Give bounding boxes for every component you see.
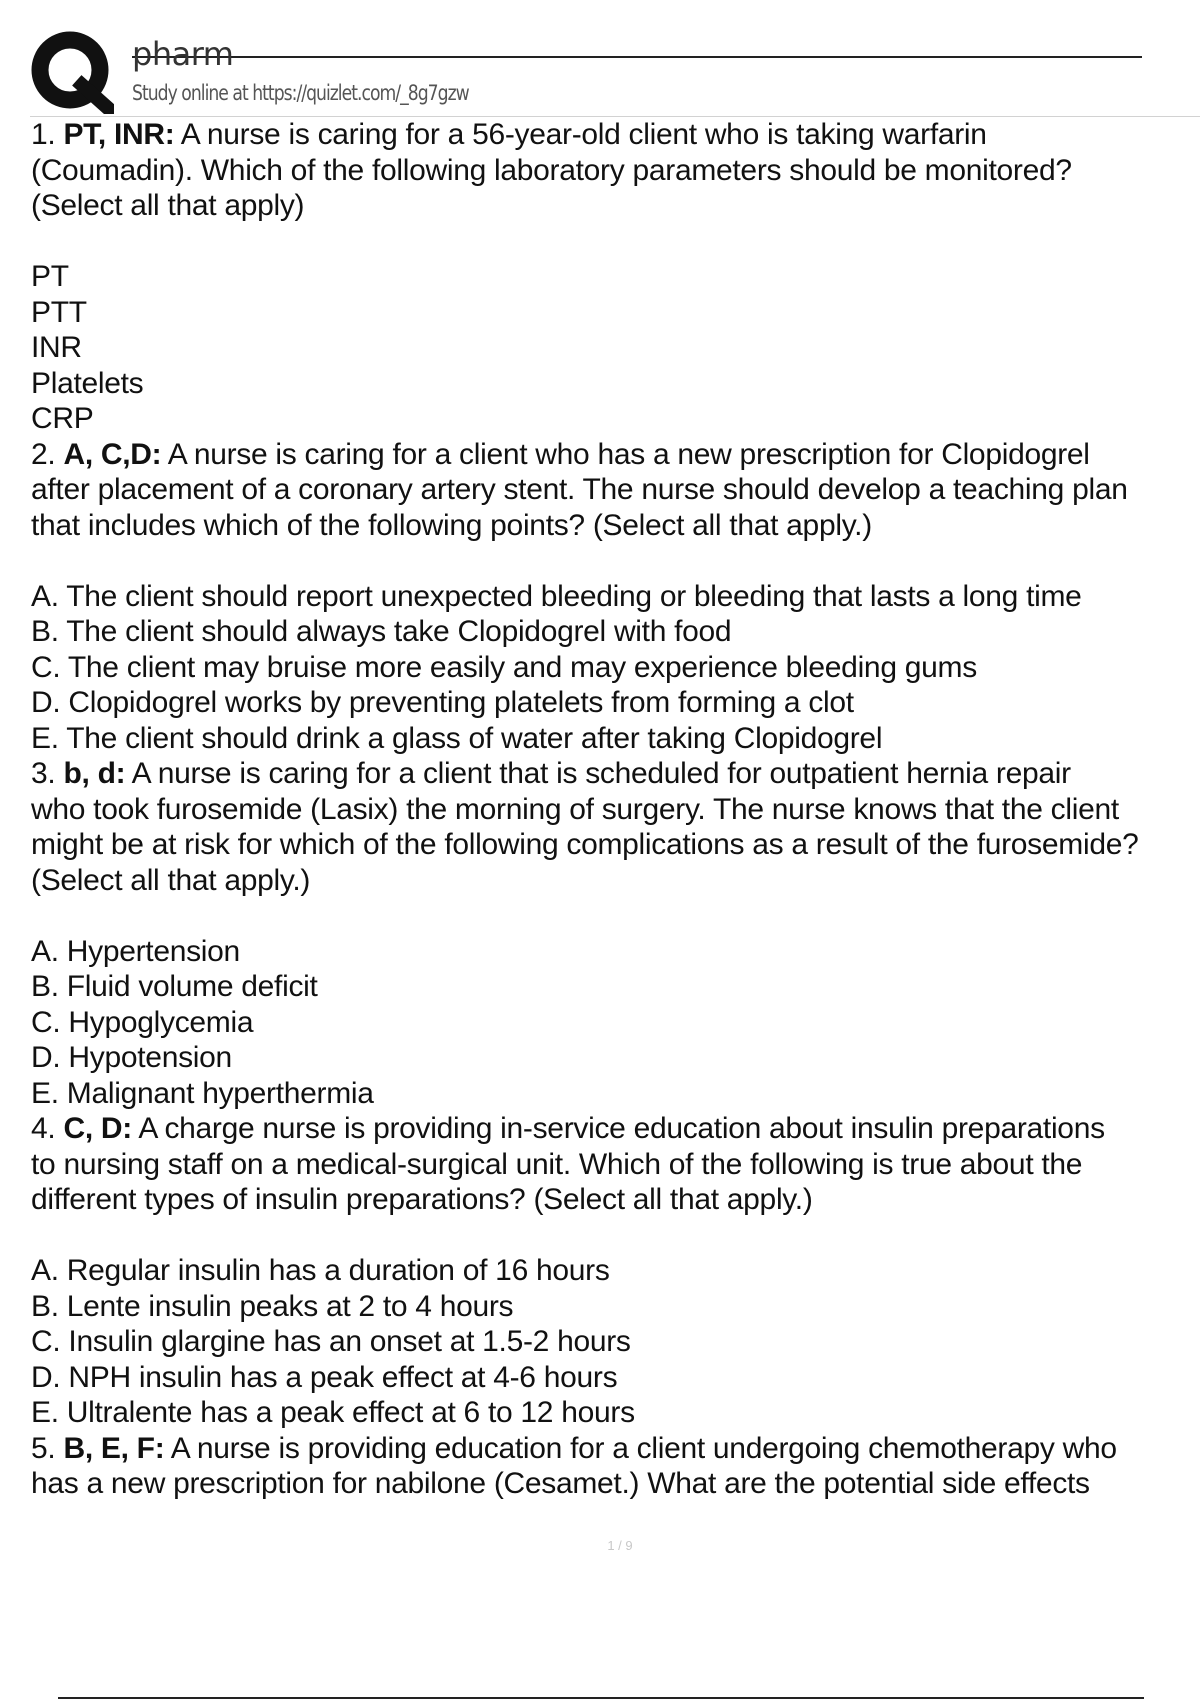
study-online-link[interactable]: Study online at https://quizlet.com/_8g7gzw [132, 81, 469, 105]
question-stem-line [31, 1182, 1200, 1218]
answer-option: C. The client may bruise more easily and may experience bleeding gums [31, 650, 977, 684]
question-number: 5. [31, 1431, 56, 1465]
question-block [31, 437, 1200, 757]
answer-key: PT, INR: [63, 118, 175, 151]
question-stem-first-line [31, 1111, 1200, 1147]
answer-option: B. Lente insulin peaks at 2 to 4 hours [31, 1289, 514, 1323]
question-text: has a new prescription for nabilone (Cesamet.) What are the potential side effects [31, 1467, 1090, 1500]
question-block [31, 1431, 1200, 1502]
question-block [31, 1111, 1200, 1431]
answer-option: B. Fluid volume deficit [31, 970, 318, 1003]
question-text: A nurse is providing education for a client undergoing chemotherapy who [170, 1431, 1117, 1465]
answer-option: A. The client should report unexpected bleeding or bleeding that lasts a long time [31, 579, 1082, 613]
answer-key: b, d: [63, 757, 126, 790]
question-stem-line [31, 792, 1200, 828]
question-text: (Coumadin). Which of the following laboratory parameters should be monitored? [31, 153, 1072, 187]
answer-option: PT [31, 260, 69, 293]
question-stem-line [31, 472, 1200, 508]
question-text: after placement of a coronary artery stent. The nurse should develop a teaching plan [31, 473, 1128, 506]
question-stem-line [31, 1147, 1200, 1183]
question-block [31, 117, 1200, 437]
answer-option: Platelets [31, 366, 144, 400]
document-title: pharm [132, 35, 234, 73]
question-number: 2. [31, 437, 56, 471]
question-text: A charge nurse is providing in-service education about insulin preparations [138, 1112, 1105, 1145]
answer-option: PTT [31, 295, 87, 329]
blank-line [31, 1218, 1200, 1254]
answer-option: C. Hypoglycemia [31, 1005, 254, 1039]
answer-option: E. Malignant hyperthermia [31, 1076, 374, 1110]
question-number: 3. [31, 757, 56, 790]
question-text: different types of insulin preparations? (Select all that apply.) [31, 1183, 813, 1216]
question-stem-first-line [31, 437, 1200, 473]
answer-option: A. Hypertension [31, 934, 240, 968]
answer-key: C, D: [63, 1112, 132, 1145]
blank-line [31, 898, 1200, 934]
answer-option: C. Insulin glargine has an onset at 1.5-2 hours [31, 1325, 631, 1358]
question-text: who took furosemide (Lasix) the morning of surgery. The nurse knows that the client [31, 792, 1119, 826]
question-stem-first-line [31, 117, 1200, 153]
question-number: 1. [31, 118, 56, 151]
question-text: might be at risk for which of the following complications as a result of the furosemide? [31, 828, 1139, 861]
question-text: to nursing staff on a medical-surgical unit. Which of the following is true about the [31, 1147, 1083, 1181]
answer-option: B. The client should always take Clopidogrel with food [31, 615, 732, 648]
question-stem-line [31, 188, 1200, 224]
question-text: (Select all that apply) [31, 189, 305, 222]
document-header [0, 0, 1200, 118]
footer-rule [58, 1697, 1144, 1699]
answer-option: INR [31, 331, 82, 364]
question-text: A nurse is caring for a 56-year-old client who is taking warfarin [180, 118, 987, 151]
page-indicator: 1 / 9 [607, 1538, 633, 1553]
answer-key: A, C,D: [63, 437, 162, 471]
answer-option: D. NPH insulin has a peak effect at 4-6 hours [31, 1360, 618, 1394]
answer-option: D. Hypotension [31, 1041, 232, 1074]
title-rule [132, 56, 1142, 58]
answer-option: D. Clopidogrel works by preventing platelets from forming a clot [31, 686, 854, 719]
question-stem-first-line [31, 756, 1200, 792]
answer-option: A. Regular insulin has a duration of 16 hours [31, 1254, 610, 1287]
blank-line [31, 224, 1200, 260]
question-text: (Select all that apply.) [31, 863, 311, 897]
question-text: A nurse is caring for a client that is scheduled for outpatient hernia repair [131, 757, 1071, 790]
question-number: 4. [31, 1112, 56, 1145]
question-stem-line [31, 508, 1200, 544]
question-text: that includes which of the following points? (Select all that apply.) [31, 508, 872, 542]
answer-key: B, E, F: [63, 1431, 165, 1465]
quizlet-logo-icon [30, 30, 114, 114]
answer-option: CRP [31, 402, 94, 435]
answer-option: E. The client should drink a glass of water after taking Clopidogrel [31, 721, 883, 755]
question-stem-line [31, 153, 1200, 189]
question-stem-line [31, 1466, 1200, 1502]
question-block [31, 756, 1200, 1111]
blank-line [31, 543, 1200, 579]
document-body [31, 117, 1200, 1517]
question-stem-first-line [31, 1431, 1200, 1467]
question-stem-line [31, 827, 1200, 863]
question-stem-line [31, 863, 1200, 899]
question-text: A nurse is caring for a client who has a new prescription for Clopidogrel [167, 437, 1090, 471]
answer-option: E. Ultralente has a peak effect at 6 to 12 hours [31, 1396, 635, 1429]
